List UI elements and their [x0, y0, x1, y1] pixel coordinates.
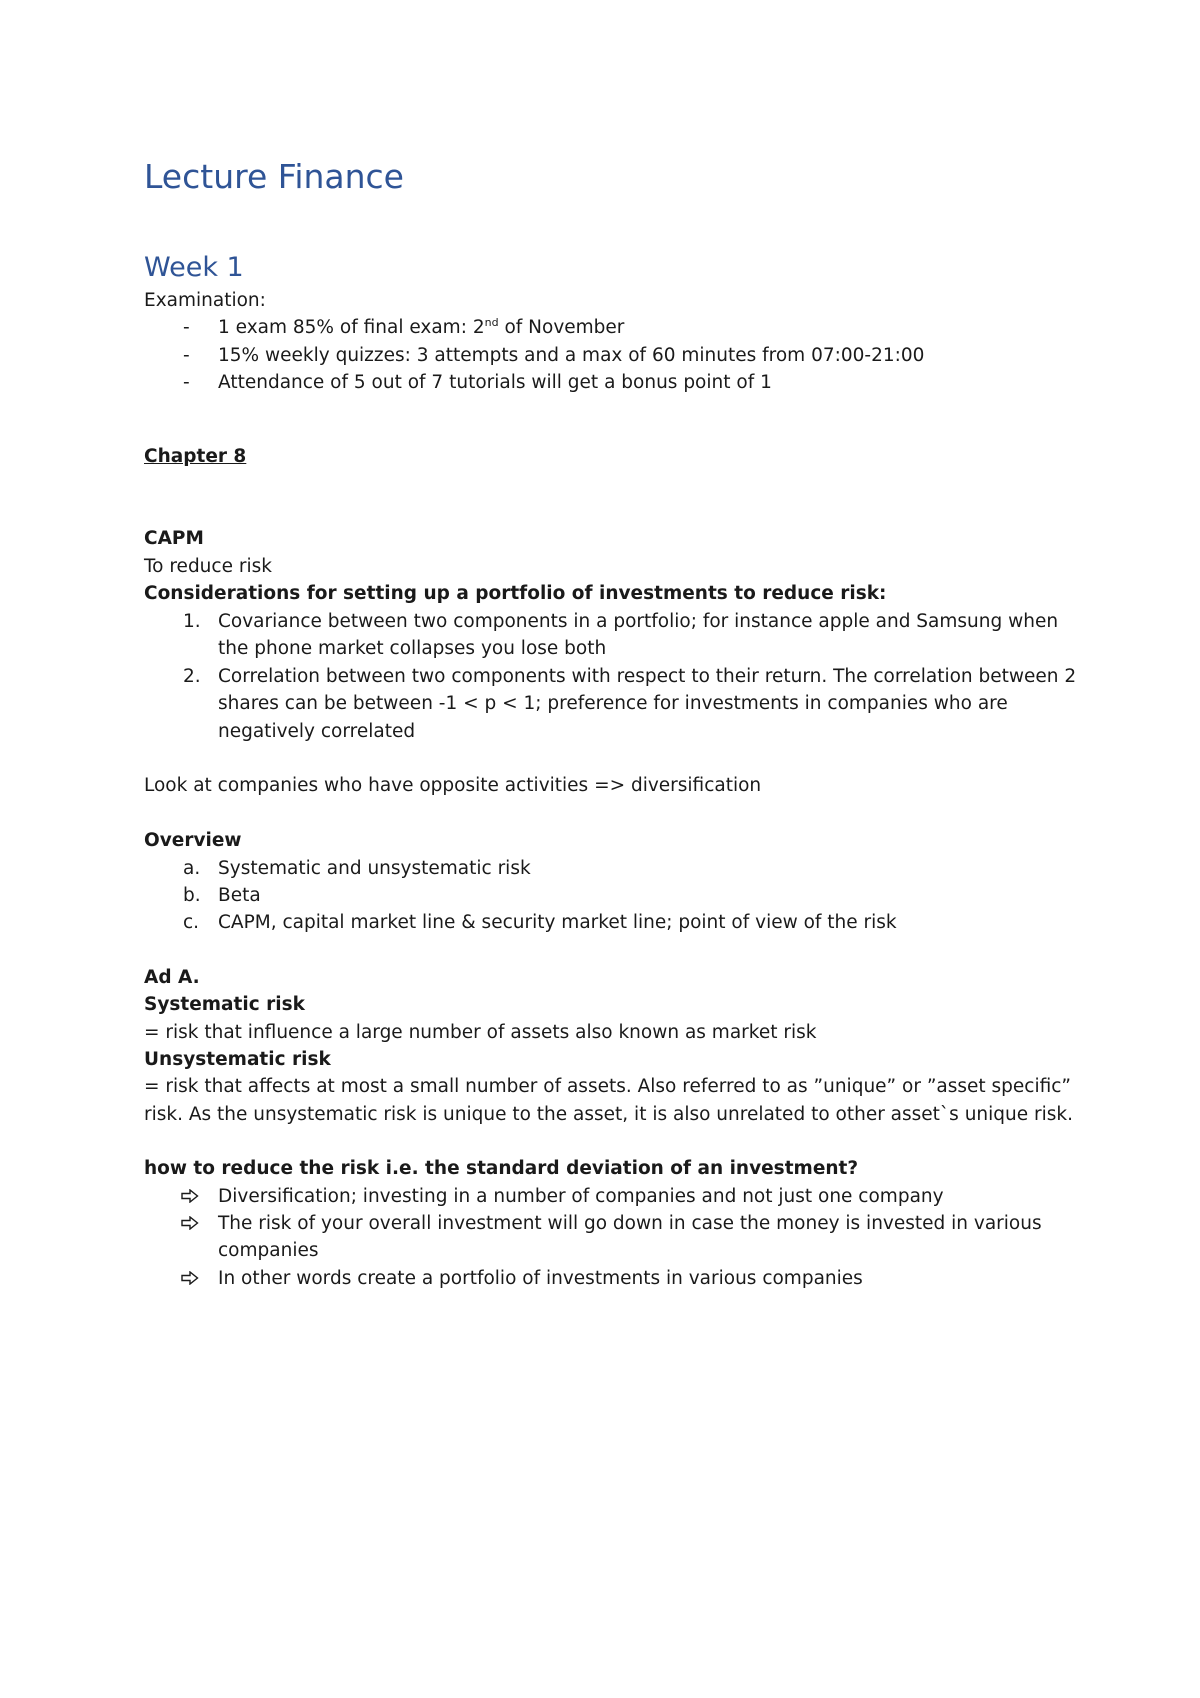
list-marker: 1.: [183, 611, 201, 632]
list-marker: b.: [183, 885, 201, 906]
overview-item-b: Beta: [218, 885, 261, 906]
consideration-1-line-2: the phone market collapses you lose both: [218, 638, 607, 659]
list-marker: 2.: [183, 666, 201, 687]
consideration-2-line-1: Correlation between two components with respect to their return. The correlation between 2: [218, 666, 1077, 687]
overview-item-a: Systematic and unsystematic risk: [218, 858, 531, 879]
outline-arrow-icon: [181, 1188, 199, 1202]
unsystematic-risk-heading: Unsystematic risk: [144, 1049, 331, 1070]
systematic-risk-heading: Systematic risk: [144, 994, 305, 1015]
reduce-risk-question: how to reduce the risk i.e. the standard deviation of an investment?: [144, 1158, 859, 1179]
overview-heading: Overview: [144, 830, 242, 851]
exam-item-2: 15% weekly quizzes: 3 attempts and a max of 60 minutes from 07:00-21:00: [218, 345, 925, 366]
capm-heading: CAPM: [144, 528, 204, 549]
unsystematic-risk-definition-line-2: risk. As the unsystematic risk is unique to the asset, it is also unrelated to other asset`s unique risk.: [144, 1104, 1074, 1125]
reduce-item-3: In other words create a portfolio of investments in various companies: [218, 1268, 863, 1289]
document-title: Lecture Finance: [144, 157, 404, 196]
list-bullet: -: [183, 372, 190, 393]
list-marker: c.: [183, 912, 200, 933]
reduce-item-2-line-1: The risk of your overall investment will go down in case the money is invested in various: [218, 1213, 1042, 1234]
week-heading: Week 1: [144, 252, 244, 283]
ad-a-heading: Ad A.: [144, 967, 200, 988]
reduce-item-2-line-2: companies: [218, 1240, 319, 1261]
systematic-risk-definition: = risk that influence a large number of assets also known as market risk: [144, 1022, 817, 1043]
list-bullet: -: [183, 317, 190, 338]
outline-arrow-icon: [181, 1215, 199, 1229]
consideration-2-line-2: shares can be between -1 < p < 1; preference for investments in companies who are: [218, 693, 1008, 714]
considerations-heading: Considerations for setting up a portfolio of investments to reduce risk:: [144, 583, 887, 604]
capm-intro: To reduce risk: [144, 556, 272, 577]
reduce-item-1: Diversification; investing in a number of companies and not just one company: [218, 1186, 944, 1207]
exam-item-1: 1 exam 85% of final exam: 2nd of November: [218, 315, 625, 338]
diversification-note: Look at companies who have opposite activities => diversification: [144, 775, 762, 796]
examination-label: Examination:: [144, 290, 266, 311]
unsystematic-risk-definition-line-1: = risk that affects at most a small number of assets. Also referred to as ”unique” or ”asset specific”: [144, 1076, 1072, 1097]
list-marker: a.: [183, 858, 201, 879]
outline-arrow-icon: [181, 1270, 199, 1284]
chapter-heading: Chapter 8: [144, 446, 247, 467]
list-bullet: -: [183, 345, 190, 366]
exam-item-3: Attendance of 5 out of 7 tutorials will get a bonus point of 1: [218, 372, 772, 393]
consideration-1-line-1: Covariance between two components in a portfolio; for instance apple and Samsung when: [218, 611, 1059, 632]
overview-item-c: CAPM, capital market line & security market line; point of view of the risk: [218, 912, 897, 933]
consideration-2-line-3: negatively correlated: [218, 721, 416, 742]
